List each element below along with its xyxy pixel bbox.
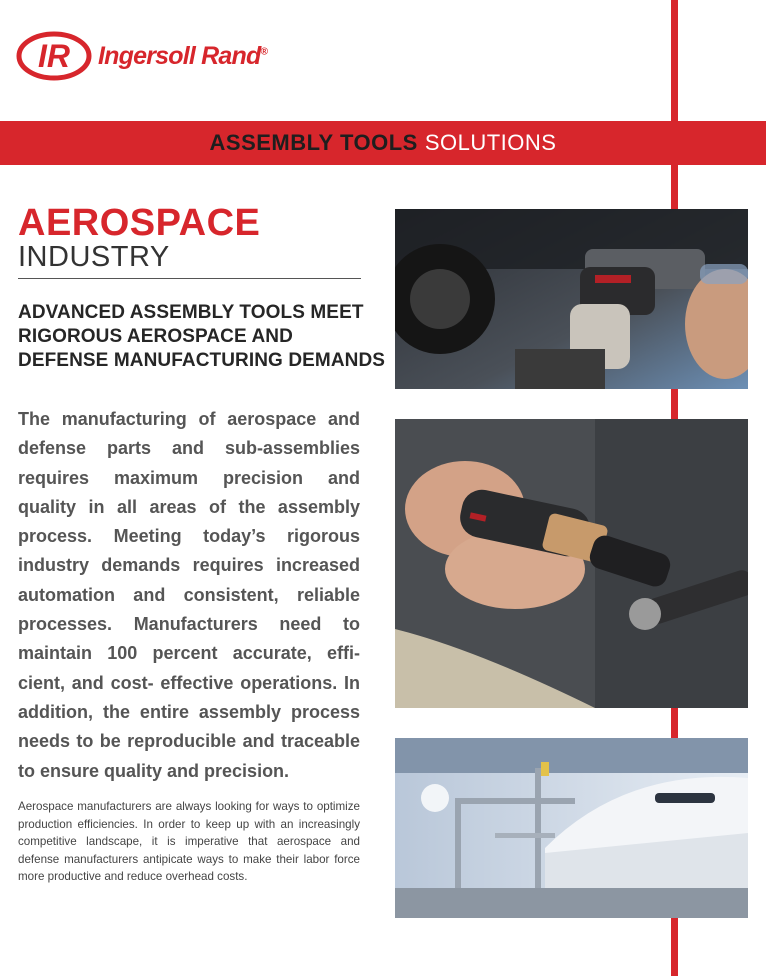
page-title: AEROSPACE	[18, 202, 261, 244]
tool-under-vehicle-image	[395, 209, 748, 389]
body-paragraph: Aerospace manufacturers are always looking for ways to optimize production efficiencies. In order to keep up with an increasingly competitive landscape, it is imperative that aerospace and defense manufacturers antipicate ways to make their labor force more productive and reduce overhead costs.	[18, 800, 360, 883]
logo-wordmark	[98, 42, 267, 71]
brand-name: Ingersoll Rand	[98, 41, 261, 70]
page-subtitle: INDUSTRY	[18, 241, 170, 273]
registered-mark: ®	[260, 46, 268, 58]
assembly-tools-banner	[0, 121, 766, 165]
section-headline: ADVANCED ASSEMBLY TOOLS MEET RIGOROUS AEROSPACE AND DEFENSE MANUFACTURING DEMANDS	[18, 302, 386, 371]
ingersoll-rand-logo	[16, 30, 267, 82]
photo-tool-under-vehicle	[395, 209, 748, 389]
banner-bold-text: ASSEMBLY TOOLS	[209, 130, 418, 155]
photo-aircraft-hangar	[395, 738, 748, 918]
logo-mark-text: IR	[38, 38, 70, 74]
ir-logo-mark-icon	[16, 31, 92, 81]
aircraft-hangar-image	[395, 738, 748, 918]
banner-light-text: SOLUTIONS	[424, 130, 557, 155]
hands-angle-tool-image	[395, 419, 748, 708]
title-divider	[18, 278, 361, 279]
lead-paragraph: The manufacturing of aerospace and defense parts and sub-assemblies requires maximum precision and quality in all areas of the assembly process. Meeting today’s rigorous industry demands requires increased automation and consistent, reliable processes. Manufacturers need to maintain 100 percent accurate, effi-cient, and cost- effective operations. In addition, the entire assembly process needs to be reproducible and traceable to ensure quality and precision.	[18, 409, 360, 781]
photo-hands-angle-tool	[395, 419, 748, 708]
